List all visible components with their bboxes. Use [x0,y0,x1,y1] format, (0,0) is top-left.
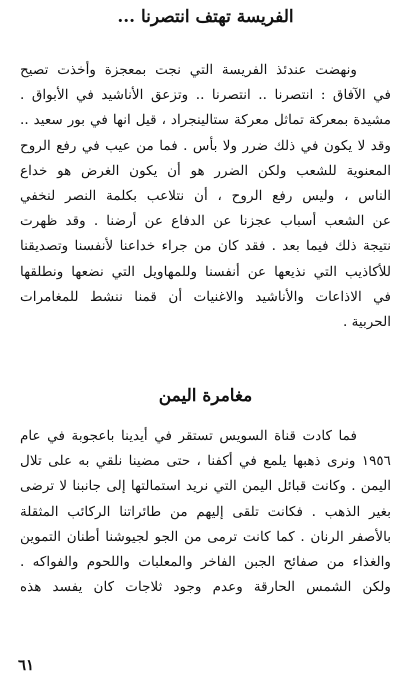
text-line: للأكاذيب التي نذيعها عن أنفسنا وللمهاويل التي نضعها ونطلقها [20,263,391,280]
text-line: اليمن . وكانت قبائل اليمن التي نريد استمالتها إلى جانبنا لا ترضى [20,478,391,495]
text-line: الحربية . [342,313,391,330]
text-line: ونهضت عندئذ الفريسة التي نجت بمعجزة وأخذت تصيح [20,62,357,78]
text-line: عن الشعب أسباب عجزنا عن الدفاع عن أرضنا . وقد ظهرت [20,213,391,230]
paragraph-2 [20,424,391,600]
chapter-heading: الفريسة تهتف انتصرنا ... [117,7,294,27]
text-line: في الآفاق : انتصرنا .. انتصرنا .. وتزعق الأناشيد في الأبواق . [20,87,391,104]
text-line: بغير الذهب . فكانت تلقى إليهم من طائراتنا الركائب المثقلة [20,503,391,520]
text-line: نتيجة ذلك فيما بعد . فقد كان من جراء خداعنا لأنفسنا وتصديقنا [20,238,391,255]
text-line: والغذاء من صفائح الجبن الفاخر والمعلبات واللحوم والفواكه . [20,553,391,570]
page-number: ٦١ [18,656,35,674]
text-line: ١٩٥٦ ونرى ذهبها يلمع في أكفنا ، حتى مضينا نلقي به على تلال [20,453,391,470]
text-line: بالأصفر الرنان . كما كانت ترمى من الجو لجيوشنا أطنان التموين [20,528,391,545]
text-line: وقد لا يكون في ذلك ضرر ولا بأس . فما من عيب في رفع الروح [20,137,391,154]
text-line: فما كادت قناة السويس تستقر في أيدينا باعجوبة في عام [20,428,357,444]
text-line: الناس ، وليس رفع الروح ، أن نتلاعب بكلمة النصر لنخفي [20,187,391,204]
text-line: المعنوية للشعب ولكن الضرر هو أن يكون الغرض هو خداع [20,162,391,179]
text-line: في الاذاعات والأناشيد والاغنيات أن قمنا ننشط للمغامرات [20,288,391,305]
text-line: ولكن الشمس الحارقة وعدم وجود ثلاجات كان يفسد هذه [20,579,391,596]
section-heading: مغامرة اليمن [158,386,253,406]
text-line: مشيدة بمعركة تماثل معركة ستالينجراد ، قيل انها في بور سعيد .. [20,112,391,129]
paragraph-1 [20,58,391,335]
